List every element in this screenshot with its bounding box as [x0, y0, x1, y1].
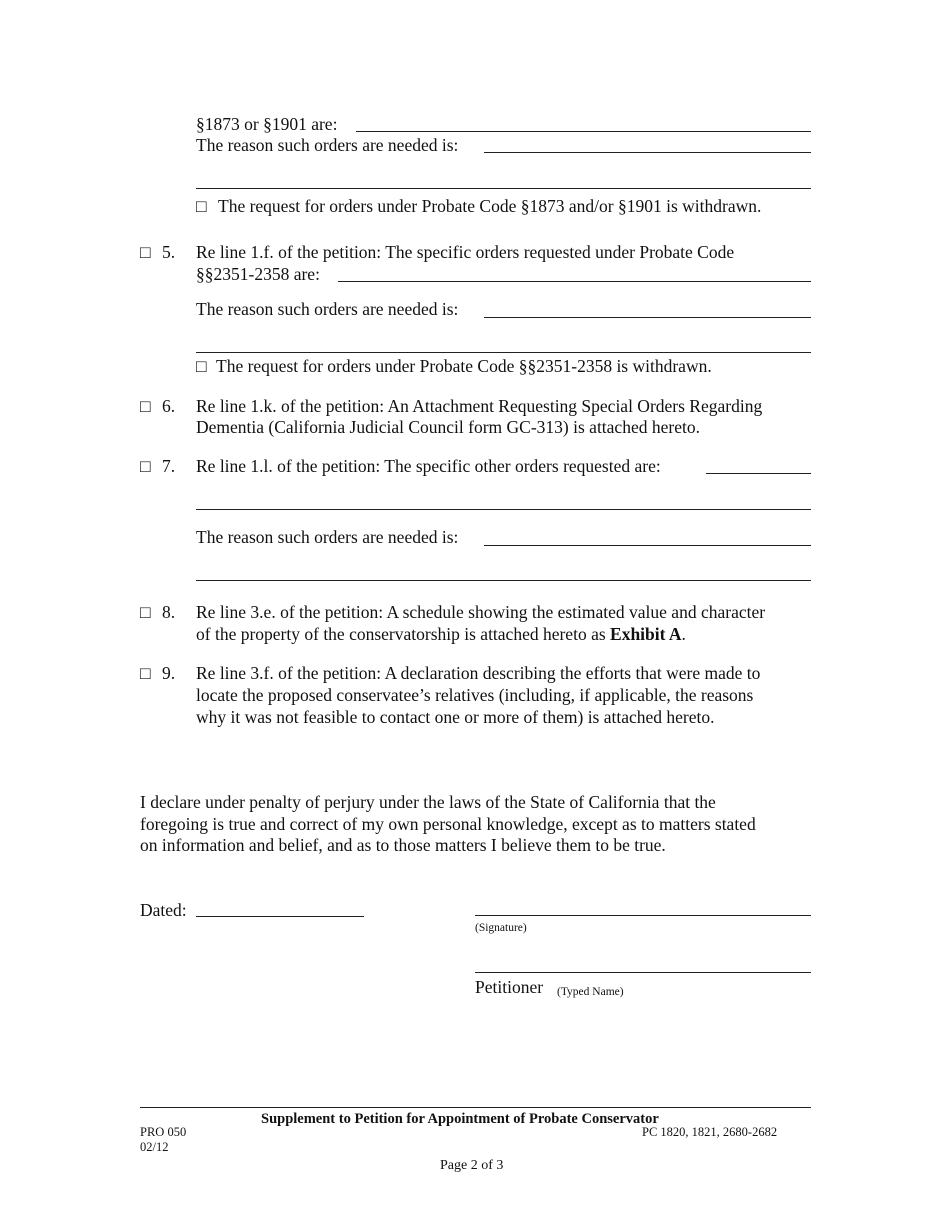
item6-number: 6. [162, 396, 176, 416]
signature-field[interactable] [475, 915, 811, 916]
dated-field[interactable] [196, 916, 364, 917]
item4-orders-field[interactable] [356, 131, 811, 132]
item7-checkbox[interactable]: □ [140, 456, 151, 476]
item5-withdraw-checkbox[interactable]: □ [196, 356, 207, 376]
item7-line1: Re line 1.l. of the petition: The specific other orders requested are: [196, 456, 661, 476]
typed-name-caption: (Typed Name) [557, 986, 624, 998]
item9-line2: locate the proposed conservatee’s relatives (including, if applicable, the reasons [196, 685, 754, 705]
item7-reason-field-2[interactable] [196, 580, 811, 581]
item4-line1: §1873 or §1901 are: [196, 114, 338, 134]
item7-number: 7. [162, 456, 176, 476]
item6-line2: Dementia (California Judicial Council form GC-313) is attached hereto. [196, 417, 700, 437]
item5-checkbox[interactable]: □ [140, 242, 151, 262]
item4-withdrawn-text: The request for orders under Probate Code §1873 and/or §1901 is withdrawn. [218, 196, 762, 216]
form-number: PRO 050 [140, 1125, 187, 1139]
item7-orders-field[interactable] [706, 473, 811, 474]
item8-number: 8. [162, 602, 176, 622]
item5-withdrawn-text: The request for orders under Probate Code §§2351-2358 is withdrawn. [216, 356, 712, 376]
exhibit-a-label: Exhibit A [610, 624, 682, 644]
item9-checkbox[interactable]: □ [140, 663, 151, 683]
item5-number: 5. [162, 242, 176, 262]
item4-reason-label: The reason such orders are needed is: [196, 135, 459, 155]
declaration-line2: foregoing is true and correct of my own personal knowledge, except as to matters stated [140, 814, 756, 834]
item8-line2 [196, 623, 686, 645]
item9-line1: Re line 3.f. of the petition: A declaration describing the efforts that were made to [196, 663, 761, 683]
typed-name-field[interactable] [475, 972, 811, 973]
declaration-line3: on information and belief, and as to those matters I believe them to be true. [140, 835, 666, 855]
item5-reason-label: The reason such orders are needed is: [196, 299, 459, 319]
code-references: PC 1820, 1821, 2680-2682 [642, 1125, 778, 1139]
item5-reason-field[interactable] [484, 317, 811, 318]
item5-orders-field[interactable] [338, 281, 811, 282]
item8-checkbox[interactable]: □ [140, 602, 151, 622]
item9-line3: why it was not feasible to contact one or more of them) is attached hereto. [196, 707, 715, 727]
dated-label: Dated: [140, 900, 187, 920]
item6-checkbox[interactable]: □ [140, 396, 151, 416]
item7-reason-label: The reason such orders are needed is: [196, 527, 459, 547]
item4-withdraw-checkbox[interactable]: □ [196, 196, 207, 216]
signature-caption: (Signature) [475, 922, 527, 934]
item4-reason-field[interactable] [484, 152, 811, 153]
item7-orders-field-2[interactable] [196, 509, 811, 510]
item5-line1: Re line 1.f. of the petition: The specific orders requested under Probate Code [196, 242, 735, 262]
item7-reason-field[interactable] [484, 545, 811, 546]
item8-line2-text: of the property of the conservatorship is attached hereto as [196, 624, 611, 644]
page-number: Page 2 of 3 [440, 1158, 504, 1173]
item5-line2: §§2351-2358 are: [196, 264, 320, 284]
item8-line1: Re line 3.e. of the petition: A schedule showing the estimated value and character [196, 602, 766, 622]
petitioner-label: Petitioner [475, 977, 544, 997]
item6-line1: Re line 1.k. of the petition: An Attachment Requesting Special Orders Regarding [196, 396, 763, 416]
item9-number: 9. [162, 663, 176, 683]
item8-line2-period: . [681, 624, 686, 644]
declaration-line1: I declare under penalty of perjury under the laws of the State of California that the [140, 792, 716, 812]
form-date: 02/12 [140, 1140, 169, 1154]
footer-title: Supplement to Petition for Appointment of Probate Conservator [261, 1111, 659, 1127]
item4-reason-field-2[interactable] [196, 188, 811, 189]
item5-reason-field-2[interactable] [196, 352, 811, 353]
